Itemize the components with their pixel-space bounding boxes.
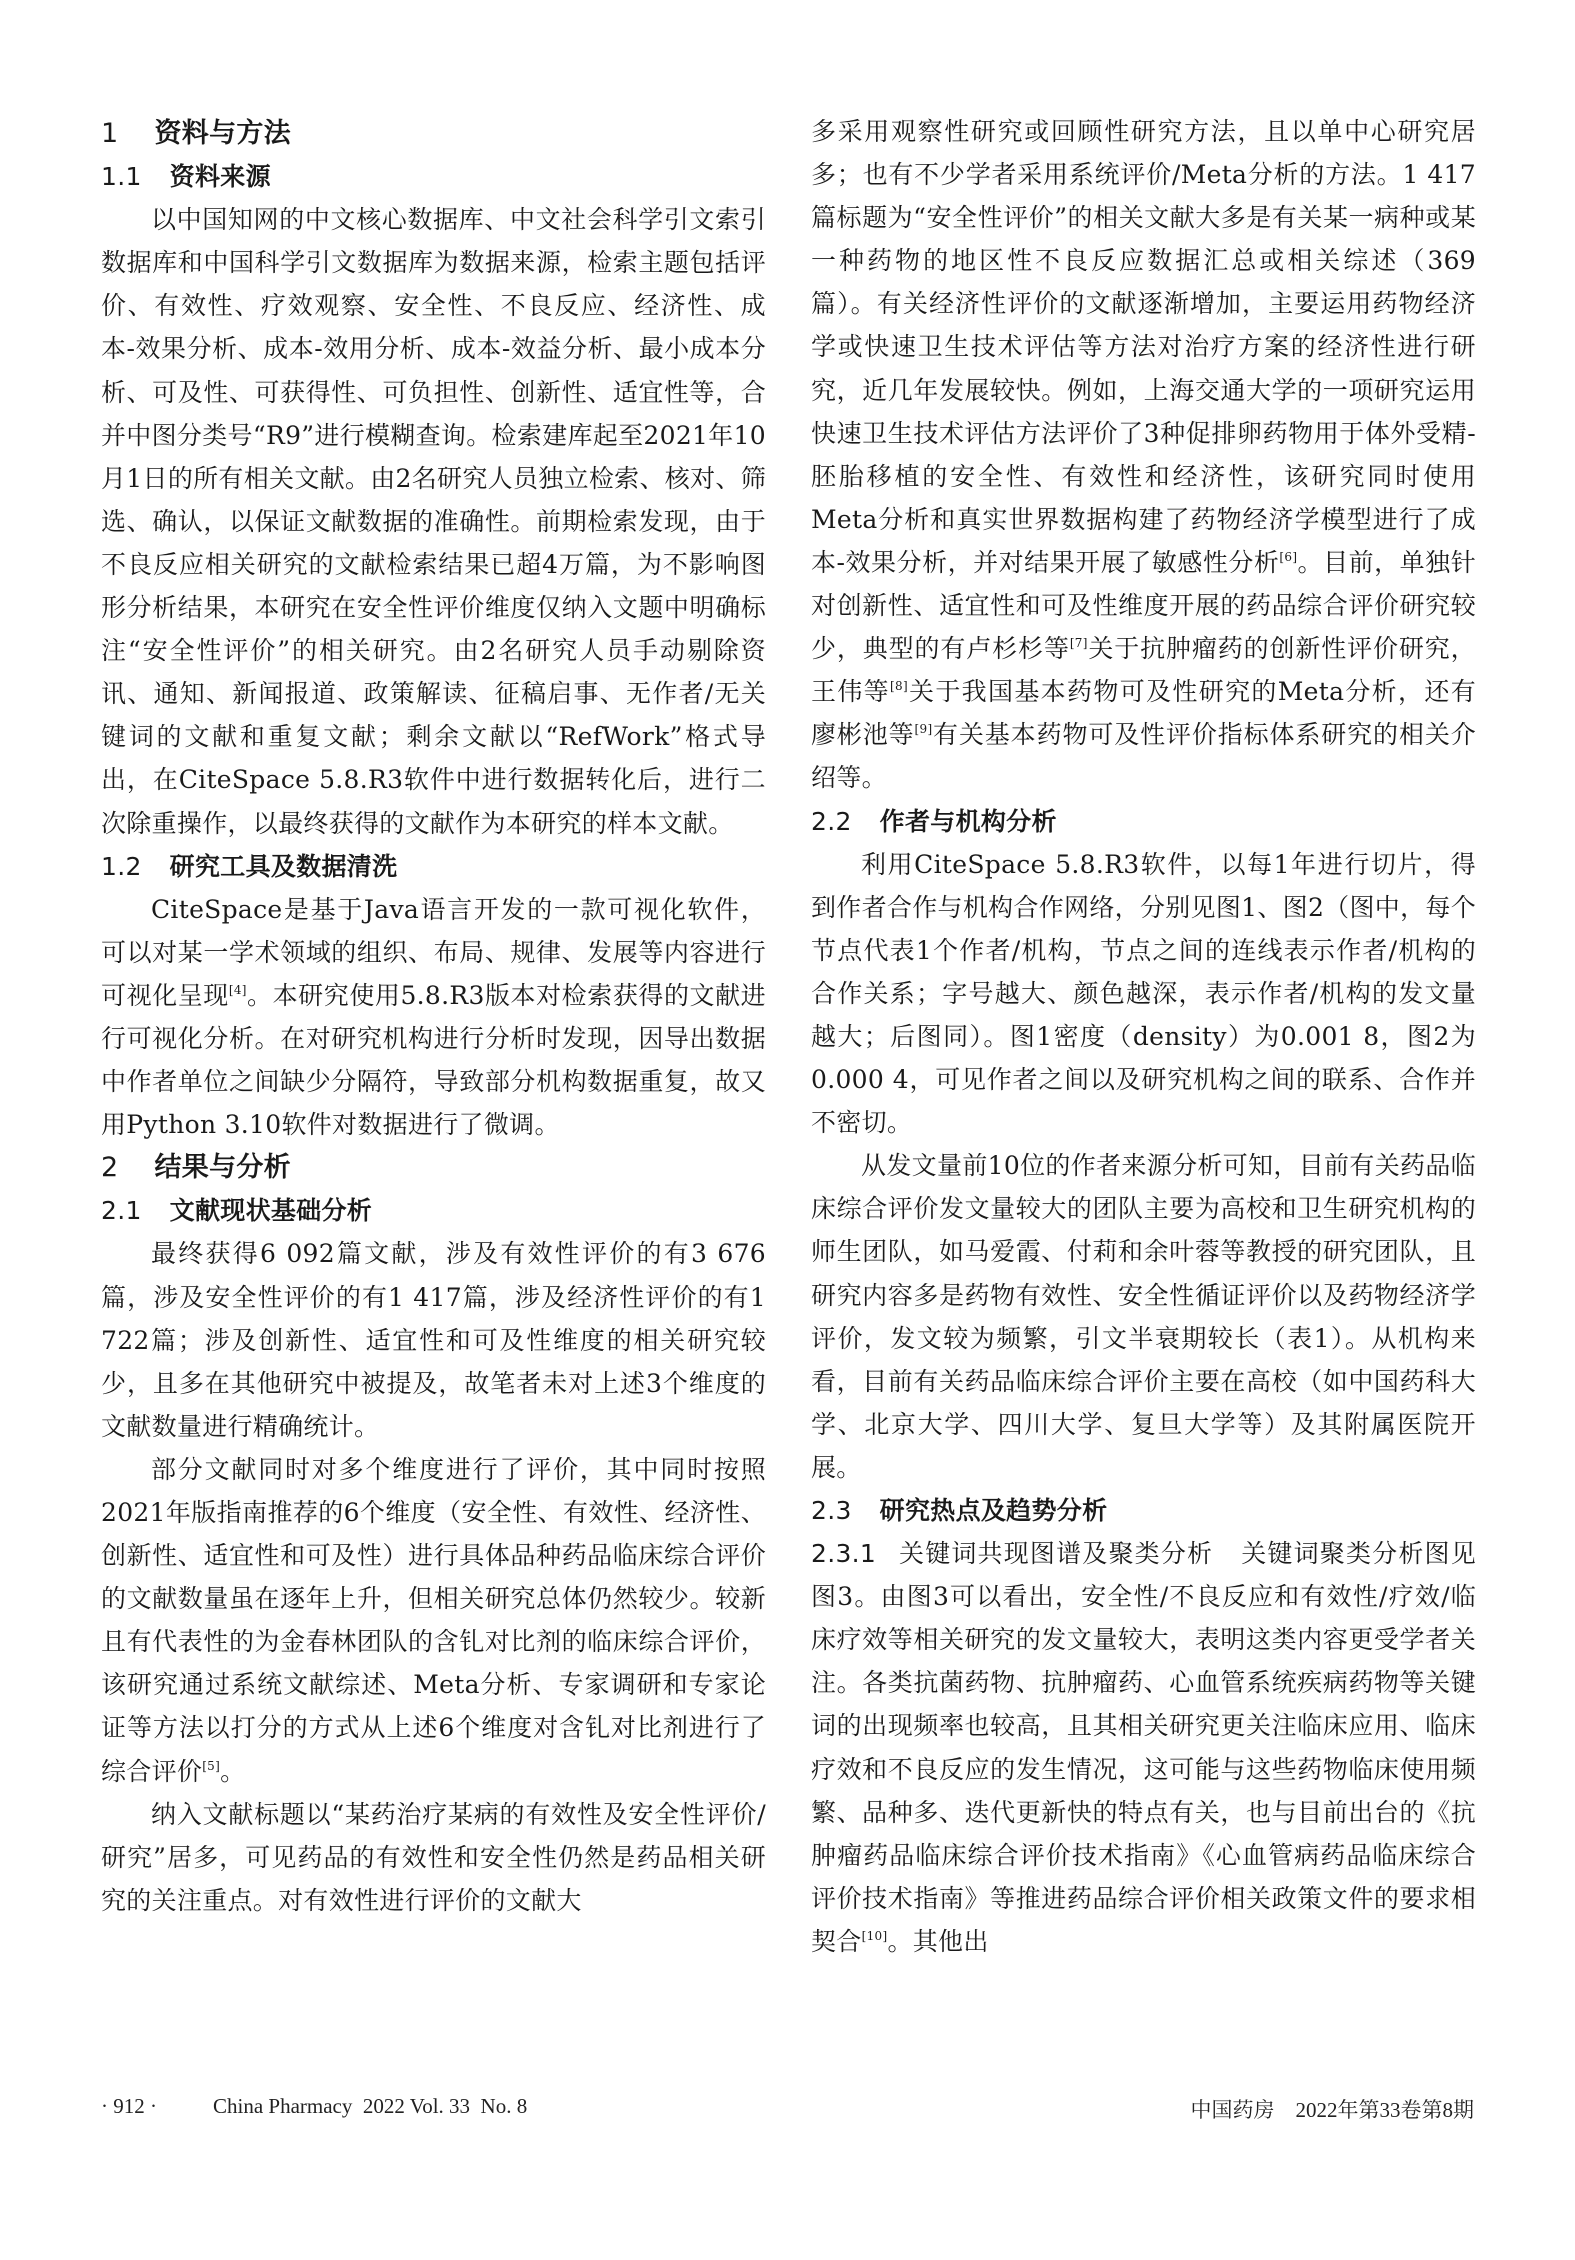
subsubsection-title: 关键词共现图谱及聚类分析 (898, 1539, 1214, 1569)
paragraph (101, 1448, 766, 1793)
left-column (101, 112, 766, 1922)
subsection-heading (101, 845, 766, 888)
paragraph-text: 关键词聚类分析图见图3。由图3可以看出，安全性/不良反应和有效性/疗效/临床疗效等相关研究的发文量较大，表明这类内容更受学者关注。各类抗菌药物、抗肿瘤药、心血管系统疾病药物等关键词的出现频率也较高，且其相关研究更关注临床应用、临床疗效和不良反应的发生情况，这可能与这些药物临床使用频繁、品种多、迭代更新快的特点有关，也与目前出台的《抗肿瘤药品临床综合评价技术指南》《心血管病药品临床综合评价技术指南》等推进药品综合评价相关政策文件的要求相契合 (811, 1539, 1476, 1956)
citation-ref: [4] (228, 982, 247, 997)
citation-ref: [8] (890, 679, 908, 694)
subsubsection-heading (811, 1539, 1241, 1568)
citation-ref: [5] (202, 1758, 221, 1773)
paragraph-text: 。本研究使用5.8.R3版本对检索获得的文献进行可视化分析。在对研究机构进行分析时发现，因导出数据中作者单位之间缺少分隔符，导致部分机构数据重复，故又用Python 3.10软件对数据进行了微调。 (101, 980, 766, 1140)
paragraph: 最终获得6 092篇文献，涉及有效性评价的有3 676篇，涉及安全性评价的有1 417篇，涉及经济性评价的有1 722篇；涉及创新性、适宜性和可及性维度的相关研究较少，且多在其他研究中被提及，故笔者未对上述3个维度的文献数量进行精确统计。 (101, 1239, 766, 1441)
journal-name-en: China Pharmacy 2022 Vol. 33 No. 8 (213, 2094, 528, 2118)
paragraph: 以中国知网的中文核心数据库、中文社会科学引文索引数据库和中国科学引文数据库为数据来源，检索主题包括评价、有效性、疗效观察、安全性、不良反应、经济性、成本-效果分析、成本-效用分析、成本-效益分析、最小成本分析、可及性、可获得性、可负担性、创新性、适宜性等，合并中图分类号“R9”进行模糊查询。检索建库起至2021年10月1日的所有相关文献。由2名研究人员独立检索、核对、筛选、确认，以保证文献数据的准确性。前期检索发现，由于不良反应相关研究的文献检索结果已超4万篇，为不影响图形分析结果，本研究在安全性评价维度仅纳入文题中明确标注“安全性评价”的相关研究。由2名研究人员手动剔除资讯、通知、新闻报道、政策解读、征稿启事、无作者/无关键词的文献和重复文献；剩余文献以“RefWork”格式导出，在CiteSpace 5.8.R3软件中进行数据转化后，进行二次除重操作，以最终获得的文献作为本研究的样本文献。 (101, 205, 766, 838)
paragraph-text: 有关基本药物可及性评价指标体系研究的相关介绍等。 (811, 720, 1477, 793)
subsection-heading (101, 155, 766, 198)
subsection-number: 1.2 (101, 851, 142, 881)
section-number: 1 (101, 118, 119, 149)
section-heading (101, 1146, 766, 1189)
subsection-number: 2.3 (811, 1496, 852, 1525)
subsection-heading (101, 1189, 766, 1232)
paragraph-text: 部分文献同时对多个维度进行了评价，其中同时按照2021年版指南推荐的6个维度（安全性、有效性、经济性、创新性、适宜性和可及性）进行具体品种药品临床综合评价的文献数量虽在逐年上升，但相关研究总体仍然较少。较新且有代表性的为金春林团队的含钆对比剂的临床综合评价，该研究通过系统文献综述、Meta分析、专家调研和专家论证等方法以打分的方式从上述6个维度对含钆对比剂进行了综合评价 (101, 1454, 766, 1786)
subsection-number: 2.2 (811, 806, 852, 836)
paragraph-text: CiteSpace是基于Java语言开发的一款可视化软件，可以对某一学术领域的组织、布局、规律、发展等内容进行可视化呈现 (101, 894, 766, 1010)
subsection-title: 文献现状基础分析 (169, 1196, 373, 1226)
paragraph-text: 。目前，单独针对创新性、适宜性和可及性维度开展的药品综合评价研究较少，典型的有卢杉杉等 (811, 547, 1476, 664)
subsubsection-number: 2.3.1 (811, 1539, 877, 1569)
paragraph (101, 888, 766, 1147)
paragraph-text: 关于我国基本药物可及性研究的Meta分析，还有廖彬池等 (811, 677, 1476, 750)
paragraph-text: 关于抗肿瘤药的创新性评价研究，王伟等 (811, 634, 1476, 707)
subsection-title: 研究热点及趋势分析 (879, 1496, 1108, 1525)
right-column (811, 110, 1476, 1963)
section-title: 结果与分析 (154, 1152, 291, 1184)
section-heading (101, 112, 766, 155)
paragraph-text: 。 (220, 1756, 246, 1786)
journal-name-cn: 中国药房 2022年第33卷第8期 (1190, 2098, 1474, 2122)
paragraph: 纳入文献标题以“某药治疗某病的有效性及安全性评价/研究”居多，可见药品的有效性和安全性仍然是药品相关研究的关注重点。对有效性进行评价的文献大 (101, 1799, 766, 1915)
citation-ref: [9] (914, 722, 933, 737)
paragraph (811, 110, 1476, 800)
subsection-heading (811, 1489, 1476, 1532)
subsection-number: 1.1 (101, 162, 142, 192)
paragraph-text: 多采用观察性研究或回顾性研究方法，且以单中心研究居多；也有不少学者采用系统评价/Meta分析的方法。1 417篇标题为“安全性评价”的相关文献大多是有关某一病种或某一种药物的地区性不良反应数据汇总或相关综述（369篇）。有关经济性评价的文献逐渐增加，主要运用药物经济学或快速卫生技术评估等方法对治疗方案的经济性进行研究，近几年发展较快。例如，上海交通大学的一项研究运用快速卫生技术评估方法评价了3种促排卵药物用于体外受精-胚胎移植的安全性、有效性和经济性，该研究同时使用Meta分析和真实世界数据构建了药物经济学模型进行了成本-效果分析，并对结果开展了敏感性分析 (811, 117, 1476, 577)
subsection-number: 2.1 (101, 1196, 142, 1226)
section-number: 2 (101, 1152, 119, 1184)
citation-ref: [7] (1069, 636, 1088, 651)
section-title: 资料与方法 (154, 118, 291, 149)
subsection-heading (811, 800, 1476, 843)
subsection-title: 资料来源 (169, 162, 271, 192)
subsection-title: 作者与机构分析 (879, 806, 1057, 836)
paragraph: 利用CiteSpace 5.8.R3软件，以每1年进行切片，得到作者合作与机构合作网络，分别见图1、图2（图中，每个节点代表1个作者/机构，节点之间的连线表示作者/机构的合作关系；字号越大、颜色越深，表示作者/机构的发文量越大；后图同）。图1密度（density）为0.001 8，图2为0.000 4，可见作者之间以及研究机构之间的联系、合作并不密切。 (811, 849, 1476, 1138)
page-number: · 912 · (101, 2094, 157, 2118)
paragraph-text: 。其他出 (887, 1926, 989, 1956)
citation-ref: [6] (1279, 549, 1298, 564)
subsection-title: 研究工具及数据清洗 (169, 851, 398, 881)
citation-ref: [10] (861, 1928, 888, 1943)
paragraph: 从发文量前10位的作者来源分析可知，目前有关药品临床综合评价发文量较大的团队主要为高校和卫生研究机构的师生团队，如马爱霞、付莉和余叶蓉等教授的研究团队，且研究内容多是药物有效性、安全性循证评价以及药物经济学评价，发文较为频繁，引文半衰期较长（表1）。从机构来看，目前有关药品临床综合评价主要在高校（如中国药科大学、北京大学、四川大学、复旦大学等）及其附属医院开展。 (811, 1151, 1476, 1482)
paragraph (811, 1532, 1476, 1963)
